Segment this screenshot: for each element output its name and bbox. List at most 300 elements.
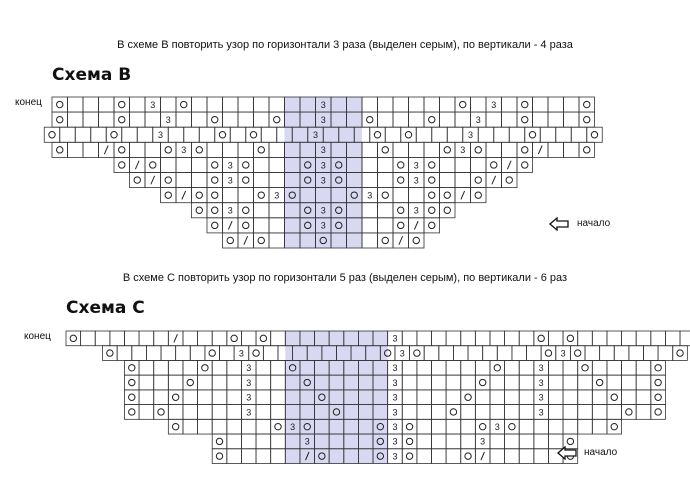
grid-cell <box>578 419 593 434</box>
yarn-over-symbol <box>216 438 222 444</box>
grid-cell <box>592 360 607 375</box>
grid-cell <box>505 449 520 464</box>
grid-cell <box>665 331 680 346</box>
grid-cell <box>461 331 476 346</box>
yarn-over-symbol <box>231 335 237 341</box>
yarn-over-symbol <box>655 409 661 415</box>
grid-cell <box>548 331 563 346</box>
grid-cell <box>183 360 198 375</box>
grid-cell <box>432 419 447 434</box>
grid-cell <box>256 449 271 464</box>
grid-cell <box>168 405 183 420</box>
grid-cell <box>81 331 96 346</box>
grid-cell <box>622 405 637 420</box>
yarn-over-symbol <box>172 394 178 400</box>
grid-cell <box>636 405 651 420</box>
grid-cell <box>512 346 527 361</box>
three-together-symbol: 3 <box>392 363 398 374</box>
grid-cell <box>636 331 651 346</box>
three-together-symbol: 3 <box>320 175 326 186</box>
grid-cell <box>417 405 432 420</box>
grid-cell <box>578 390 593 405</box>
grid-cell <box>198 419 213 434</box>
grid-cell <box>636 390 651 405</box>
yarn-over-symbol <box>509 423 515 429</box>
grid-cell <box>622 390 637 405</box>
grid-cell <box>124 360 139 375</box>
yarn-over-symbol <box>545 350 551 356</box>
yarn-over-symbol <box>611 423 617 429</box>
grid-cell <box>519 449 534 464</box>
grid-cell <box>154 405 169 420</box>
grid-cell <box>607 375 622 390</box>
grid-cell <box>256 434 271 449</box>
grid-cell <box>563 375 578 390</box>
grid-cell <box>417 390 432 405</box>
grid-cell <box>453 346 468 361</box>
grid-cell <box>432 375 447 390</box>
yarn-over-symbol <box>611 394 617 400</box>
yarn-over-symbol <box>626 409 632 415</box>
yarn-over-symbol <box>677 350 683 356</box>
yarn-over-symbol <box>187 379 193 385</box>
grid-cell <box>410 346 425 361</box>
grid-cell <box>475 331 490 346</box>
grid-cell <box>95 331 110 346</box>
grid-cell <box>505 331 520 346</box>
grid-cell <box>475 405 490 420</box>
grid-cell <box>490 405 505 420</box>
grid-cell <box>198 360 213 375</box>
three-together-symbol: 3 <box>246 392 252 403</box>
yarn-over-symbol <box>567 335 573 341</box>
grid-cell <box>505 390 520 405</box>
grid-cell <box>139 405 154 420</box>
grid-cell <box>622 331 637 346</box>
grid-cell <box>154 331 169 346</box>
grid-cell <box>651 331 666 346</box>
grid-cell <box>505 375 520 390</box>
grid-cell <box>432 331 447 346</box>
grid-cell <box>227 419 242 434</box>
yarn-over-symbol <box>216 453 222 459</box>
yarn-over-symbol <box>129 379 135 385</box>
three-together-symbol: 3 <box>312 130 319 141</box>
yarn-over-symbol <box>450 409 456 415</box>
grid-cell <box>227 331 242 346</box>
grid-cell <box>622 360 637 375</box>
grid-cell <box>124 390 139 405</box>
grid-cell <box>402 331 417 346</box>
three-together-symbol: 3 <box>290 421 296 432</box>
grid-cell <box>432 390 447 405</box>
three-together-symbol: 3 <box>246 377 252 388</box>
grid-cell <box>417 375 432 390</box>
grid-cell <box>212 375 227 390</box>
grid-cell <box>183 390 198 405</box>
grid-cell <box>548 375 563 390</box>
grid-cell <box>417 449 432 464</box>
three-together-symbol: 3 <box>392 436 398 447</box>
grid-cell <box>541 346 556 361</box>
grid-cell <box>534 434 549 449</box>
grid-cell <box>607 331 622 346</box>
grid-cell <box>212 360 227 375</box>
yarn-over-symbol <box>253 350 259 356</box>
chart-c-end-label: конец <box>24 331 51 342</box>
grid-cell <box>241 449 256 464</box>
yarn-over-symbol <box>107 350 113 356</box>
grid-cell <box>417 434 432 449</box>
yarn-over-symbol <box>129 365 135 371</box>
grid-cell <box>417 331 432 346</box>
yarn-over-symbol <box>406 423 412 429</box>
grid-cell <box>636 360 651 375</box>
grid-cell <box>519 434 534 449</box>
grid-cell <box>139 390 154 405</box>
grid-cell <box>432 405 447 420</box>
three-together-symbol: 3 <box>480 436 486 447</box>
grid-cell <box>527 346 542 361</box>
grid-cell <box>198 375 213 390</box>
grid-cell <box>212 449 227 464</box>
grid-cell <box>490 449 505 464</box>
left-arrow-icon <box>556 446 578 460</box>
three-together-symbol: 3 <box>399 348 405 359</box>
chart-c-title: Схема С <box>66 298 145 318</box>
grid-cell <box>256 331 271 346</box>
grid-cell <box>183 405 198 420</box>
grid-cell <box>168 360 183 375</box>
three-together-symbol: 3 <box>367 190 373 201</box>
grid-cell <box>154 360 169 375</box>
grid-cell <box>563 405 578 420</box>
grid-cell <box>490 390 505 405</box>
grid-cell <box>220 346 235 361</box>
grid-cell <box>651 360 666 375</box>
grid-cell <box>548 419 563 434</box>
grid-cell <box>548 405 563 420</box>
grid-cell <box>402 449 417 464</box>
grid-cell <box>124 331 139 346</box>
yarn-over-symbol <box>655 394 661 400</box>
grid-cell <box>563 331 578 346</box>
grid-cell <box>446 360 461 375</box>
grid-cell <box>183 375 198 390</box>
grid-cell <box>578 375 593 390</box>
grid-cell <box>505 360 520 375</box>
grid-cell <box>585 346 600 361</box>
grid-cell <box>548 360 563 375</box>
grid-cell <box>168 419 183 434</box>
grid-cell <box>446 331 461 346</box>
grid-cell <box>241 419 256 434</box>
grid-cell <box>263 346 278 361</box>
yarn-over-symbol <box>202 365 208 371</box>
grid-cell <box>519 405 534 420</box>
grid-cell <box>475 419 490 434</box>
grid-cell <box>446 390 461 405</box>
grid-cell <box>636 375 651 390</box>
grid-cell <box>534 419 549 434</box>
three-together-symbol: 3 <box>538 363 544 374</box>
three-together-symbol: 3 <box>150 99 156 110</box>
grid-cell <box>490 360 505 375</box>
decrease-symbol <box>481 452 485 460</box>
grid-cell <box>497 346 512 361</box>
grid-cell <box>490 331 505 346</box>
grid-cell <box>519 390 534 405</box>
grid-cell <box>519 419 534 434</box>
yarn-over-symbol <box>414 350 420 356</box>
grid-cell <box>124 375 139 390</box>
grid-cell <box>66 331 81 346</box>
three-together-symbol: 3 <box>491 99 497 110</box>
grid-cell <box>563 419 578 434</box>
grid-cell <box>183 331 198 346</box>
grid-cell <box>600 346 615 361</box>
three-together-symbol: 3 <box>274 190 280 201</box>
grid-cell <box>658 346 673 361</box>
grid-cell <box>432 449 447 464</box>
grid-cell <box>227 405 242 420</box>
grid-cell <box>461 405 476 420</box>
grid-cell <box>651 405 666 420</box>
yarn-over-symbol <box>275 423 281 429</box>
grid-cell <box>607 360 622 375</box>
decrease-symbol <box>174 334 178 342</box>
grid-cell <box>490 375 505 390</box>
grid-cell <box>271 449 286 464</box>
yarn-over-symbol <box>406 438 412 444</box>
grid-cell <box>629 346 644 361</box>
three-together-symbol: 3 <box>320 160 326 171</box>
grid-cell <box>212 390 227 405</box>
three-together-symbol: 3 <box>320 220 326 231</box>
chart-c-note: В схеме С повторить узор по горизонтали 5 раз (выделен серым), по вертикали - 6 раз <box>122 272 568 284</box>
three-together-symbol: 3 <box>320 205 326 216</box>
grid-cell <box>256 390 271 405</box>
three-together-symbol: 3 <box>467 130 474 141</box>
three-together-symbol: 3 <box>181 145 187 156</box>
grid-cell <box>227 390 242 405</box>
yarn-over-symbol <box>406 453 412 459</box>
yarn-over-symbol <box>479 423 485 429</box>
grid-cell <box>146 346 161 361</box>
yarn-over-symbol <box>172 423 178 429</box>
grid-cell <box>183 419 198 434</box>
grid-cell <box>651 375 666 390</box>
grid-cell <box>446 405 461 420</box>
grid-cell <box>643 346 658 361</box>
grid-cell <box>592 419 607 434</box>
grid-cell <box>519 375 534 390</box>
three-together-symbol: 3 <box>460 145 466 156</box>
grid-cell <box>578 405 593 420</box>
three-together-symbol: 3 <box>538 407 544 418</box>
grid-cell <box>117 346 132 361</box>
yarn-over-symbol <box>129 409 135 415</box>
three-together-symbol: 3 <box>246 407 252 418</box>
grid-cell <box>417 419 432 434</box>
yarn-over-symbol <box>129 394 135 400</box>
three-together-symbol: 3 <box>238 348 244 359</box>
three-together-symbol: 3 <box>246 363 252 374</box>
grid-cell <box>475 360 490 375</box>
three-together-symbol: 3 <box>227 160 233 171</box>
grid-cell <box>475 375 490 390</box>
three-together-symbol: 3 <box>392 407 398 418</box>
grid-cell <box>198 390 213 405</box>
three-together-symbol: 3 <box>538 392 544 403</box>
three-together-symbol: 3 <box>413 160 419 171</box>
three-together-symbol: 3 <box>392 333 398 344</box>
three-together-symbol: 3 <box>304 436 310 447</box>
grid-cell <box>592 375 607 390</box>
three-together-symbol: 3 <box>227 175 233 186</box>
grid-cell <box>578 360 593 375</box>
yarn-over-symbol <box>465 453 471 459</box>
yarn-over-symbol <box>655 365 661 371</box>
grid-cell <box>592 405 607 420</box>
yarn-over-symbol <box>655 379 661 385</box>
yarn-over-symbol <box>479 379 485 385</box>
grid-cell <box>622 375 637 390</box>
grid-cell <box>505 405 520 420</box>
grid-cell <box>402 375 417 390</box>
grid-cell <box>139 375 154 390</box>
grid-cell <box>505 434 520 449</box>
chart-b-end-label: конец <box>15 97 42 108</box>
grid-cell <box>205 346 220 361</box>
yarn-over-symbol <box>158 409 164 415</box>
grid-cell <box>241 434 256 449</box>
grid-cell <box>212 405 227 420</box>
grid-cell <box>271 390 286 405</box>
three-together-symbol: 3 <box>227 205 233 216</box>
grid-cell <box>402 434 417 449</box>
grid-cell <box>651 390 666 405</box>
grid-cell <box>475 390 490 405</box>
grid-cell <box>563 360 578 375</box>
grid-cell <box>505 419 520 434</box>
grid-cell <box>607 419 622 434</box>
grid-cell <box>607 390 622 405</box>
grid-cell <box>154 375 169 390</box>
grid-cell <box>402 390 417 405</box>
grid-cell <box>271 419 286 434</box>
grid-cell <box>461 390 476 405</box>
three-together-symbol: 3 <box>320 99 326 110</box>
three-together-symbol: 3 <box>413 205 419 216</box>
grid-cell <box>212 331 227 346</box>
three-together-symbol: 3 <box>392 421 398 432</box>
three-together-symbol: 3 <box>320 145 326 156</box>
yarn-over-symbol <box>582 365 588 371</box>
grid-cell <box>132 346 147 361</box>
yarn-over-symbol <box>494 365 500 371</box>
grid-cell <box>578 331 593 346</box>
grid-cell <box>570 346 585 361</box>
grid-cell <box>432 434 447 449</box>
grid-cell <box>168 375 183 390</box>
grid-cell <box>198 405 213 420</box>
three-together-symbol: 3 <box>392 392 398 403</box>
chart-c-start-label: начало <box>584 447 618 458</box>
yarn-over-symbol <box>596 379 602 385</box>
grid-cell <box>271 405 286 420</box>
yarn-over-symbol <box>567 438 573 444</box>
grid-cell <box>227 360 242 375</box>
grid-cell <box>402 360 417 375</box>
grid-cell <box>212 434 227 449</box>
grid-cell <box>483 346 498 361</box>
grid-cell <box>241 331 256 346</box>
chart-b-start-label: начало <box>577 218 611 229</box>
yarn-over-symbol <box>575 350 581 356</box>
grid-cell <box>271 331 286 346</box>
yarn-over-symbol <box>538 335 544 341</box>
grid-cell <box>680 331 690 346</box>
grid-cell <box>227 375 242 390</box>
grid-cell <box>673 346 688 361</box>
three-together-symbol: 3 <box>165 114 171 125</box>
grid-cell <box>190 346 205 361</box>
grid-cell <box>212 419 227 434</box>
grid-cell <box>402 419 417 434</box>
grid-cell <box>563 390 578 405</box>
grid-cell <box>110 331 125 346</box>
grid-cell <box>461 375 476 390</box>
grid-cell <box>461 419 476 434</box>
grid-cell <box>402 405 417 420</box>
grid-cell <box>139 360 154 375</box>
grid-cell <box>519 360 534 375</box>
grid-cell <box>271 434 286 449</box>
three-together-symbol: 3 <box>392 377 398 388</box>
grid-cell <box>256 360 271 375</box>
grid-cell <box>468 346 483 361</box>
three-together-symbol: 3 <box>538 377 544 388</box>
grid-cell <box>249 346 264 361</box>
grid-cell <box>446 419 461 434</box>
grid-cell <box>227 434 242 449</box>
grid-cell <box>446 434 461 449</box>
grid-cell <box>519 331 534 346</box>
grid-cell <box>446 375 461 390</box>
three-together-symbol: 3 <box>475 114 481 125</box>
grid-cell <box>534 331 549 346</box>
yarn-over-symbol <box>260 335 266 341</box>
grid-cell <box>461 360 476 375</box>
grid-cell <box>271 360 286 375</box>
grid-cell <box>198 331 213 346</box>
grid-cell <box>446 449 461 464</box>
grid-cell <box>227 449 242 464</box>
grid-cell <box>534 449 549 464</box>
grid-cell <box>424 346 439 361</box>
grid-cell <box>461 434 476 449</box>
grid-cell <box>461 449 476 464</box>
three-together-symbol: 3 <box>494 421 500 432</box>
grid-cell <box>439 346 454 361</box>
chart-b-note: В схеме В повторить узор по горизонтали 3 раза (выделен серым), по вертикали - 4 раза <box>117 39 573 51</box>
grid-cell <box>432 360 447 375</box>
grid-cell <box>154 390 169 405</box>
three-together-symbol: 3 <box>320 114 326 125</box>
three-together-symbol: 3 <box>413 175 419 186</box>
grid-cell <box>271 375 286 390</box>
